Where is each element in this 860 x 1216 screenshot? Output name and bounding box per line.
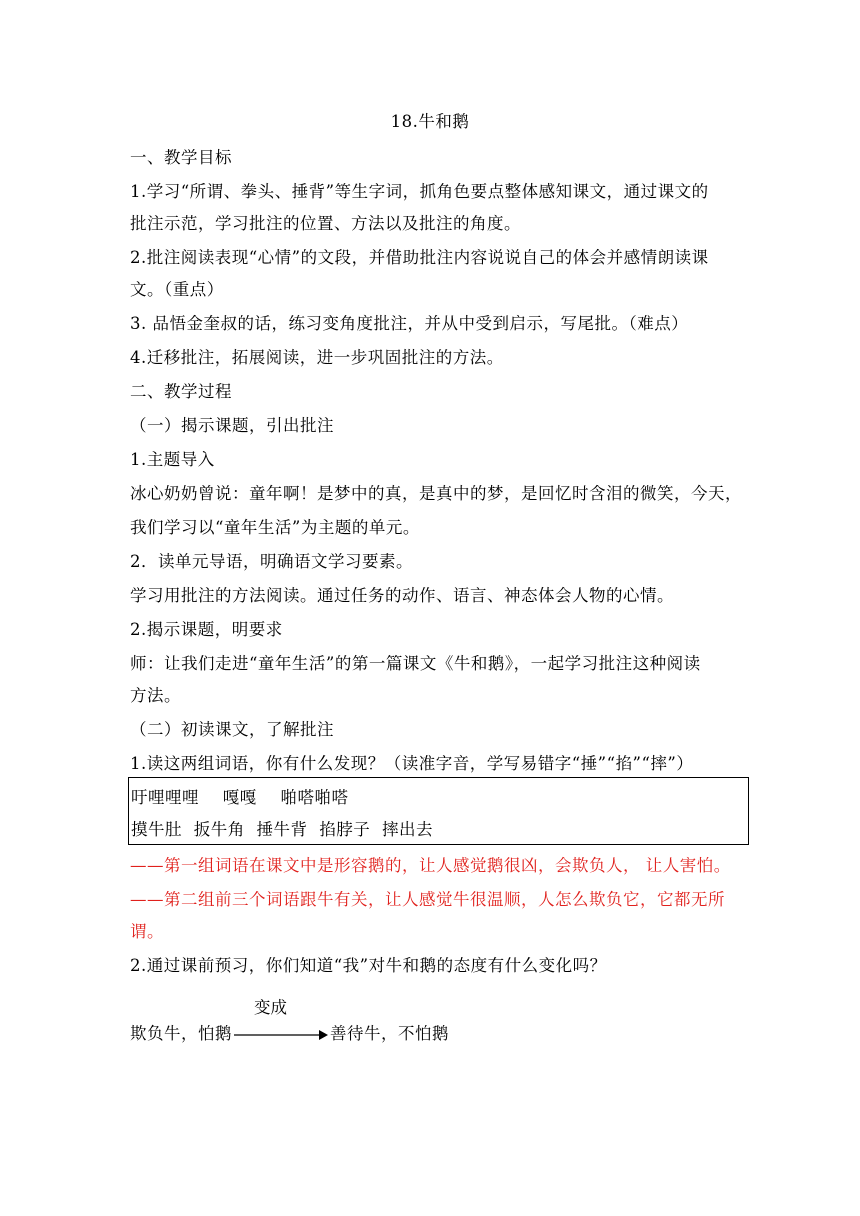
document-title: 18.牛和鹅 (390, 112, 470, 131)
body-line: 方法。 (130, 686, 181, 705)
attitude-after: 善待牛，不怕鹅 (330, 1024, 449, 1043)
vocab-word: 嘎嘎 (222, 788, 257, 807)
arrow-label: 变成 (254, 998, 287, 1017)
body-line: 学习用批注的方法阅读。通过任务的动作、语言、神态体会人物的心情。 (130, 586, 674, 605)
question-line: 1.读这两组词语，你有什么发现？（读准字音，学写易错字“捶”“掐”“摔”） (130, 754, 694, 773)
red-note: 谓。 (130, 922, 164, 941)
goal-line: 3. 品悟金奎叔的话，练习变角度批注，并从中受到启示，写尾批。（难点） (130, 314, 689, 333)
section-heading-process: 二、教学过程 (130, 382, 232, 401)
vocab-word: 摸牛肚 (131, 820, 182, 839)
goal-line: 2.批注阅读表现“心情”的文段，并借助批注内容说说自己的体会并感情朗读课 (130, 248, 709, 267)
goal-line: 文。（重点） (130, 280, 224, 299)
vocab-word: 扳牛角 (193, 820, 245, 839)
question-line: 2.通过课前预习，你们知道“我”对牛和鹅的态度有什么变化吗？ (130, 956, 607, 975)
vocab-row-2 (131, 820, 439, 840)
goal-line: 1.学习“所谓、拳头、捶背”等生字词，抓角色要点整体感知课文，通过课文的 (130, 182, 709, 201)
vocab-word: 啪嗒啪嗒 (280, 788, 349, 807)
body-line: 2．读单元导语，明确语文学习要素。 (130, 552, 413, 571)
body-line: 师：让我们走进“童年生活”的第一篇课文《牛和鹅》，一起学习批注这种阅读 (130, 654, 701, 673)
vocab-box (128, 777, 749, 845)
right-arrow-icon (233, 1028, 329, 1042)
vocab-word: 掐脖子 (319, 820, 371, 839)
body-line: 我们学习以“童年生活”为主题的单元。 (130, 518, 420, 537)
body-line: 冰心奶奶曾说：童年啊！是梦中的真，是真中的梦，是回忆时含泪的微笑，今天， (130, 484, 742, 503)
part-heading: （二）初读课文，了解批注 (130, 720, 334, 739)
vocab-word: 摔出去 (382, 820, 433, 839)
attitude-before: 欺负牛，怕鹅 (130, 1024, 232, 1043)
body-line: 2.揭示课题，明要求 (130, 620, 283, 639)
body-line: 1.主题导入 (130, 450, 215, 469)
part-heading: （一）揭示课题，引出批注 (130, 416, 334, 435)
vocab-word: 捶牛背 (256, 820, 308, 839)
goal-line: 批注示范，学习批注的位置、方法以及批注的角度。 (130, 214, 521, 233)
section-heading-goals: 一、教学目标 (130, 148, 232, 167)
red-note: ——第一组词语在课文中是形容鹅的，让人感觉鹅很凶，会欺负人， 让人害怕。 (130, 856, 731, 875)
vocab-word: 吁哩哩哩 (131, 788, 199, 807)
vocab-row-1 (131, 788, 355, 808)
goal-line: 4.迁移批注，拓展阅读，进一步巩固批注的方法。 (130, 348, 504, 367)
red-note: ——第二组前三个词语跟牛有关，让人感觉牛很温顺，人怎么欺负它，它都无所 (130, 890, 725, 909)
